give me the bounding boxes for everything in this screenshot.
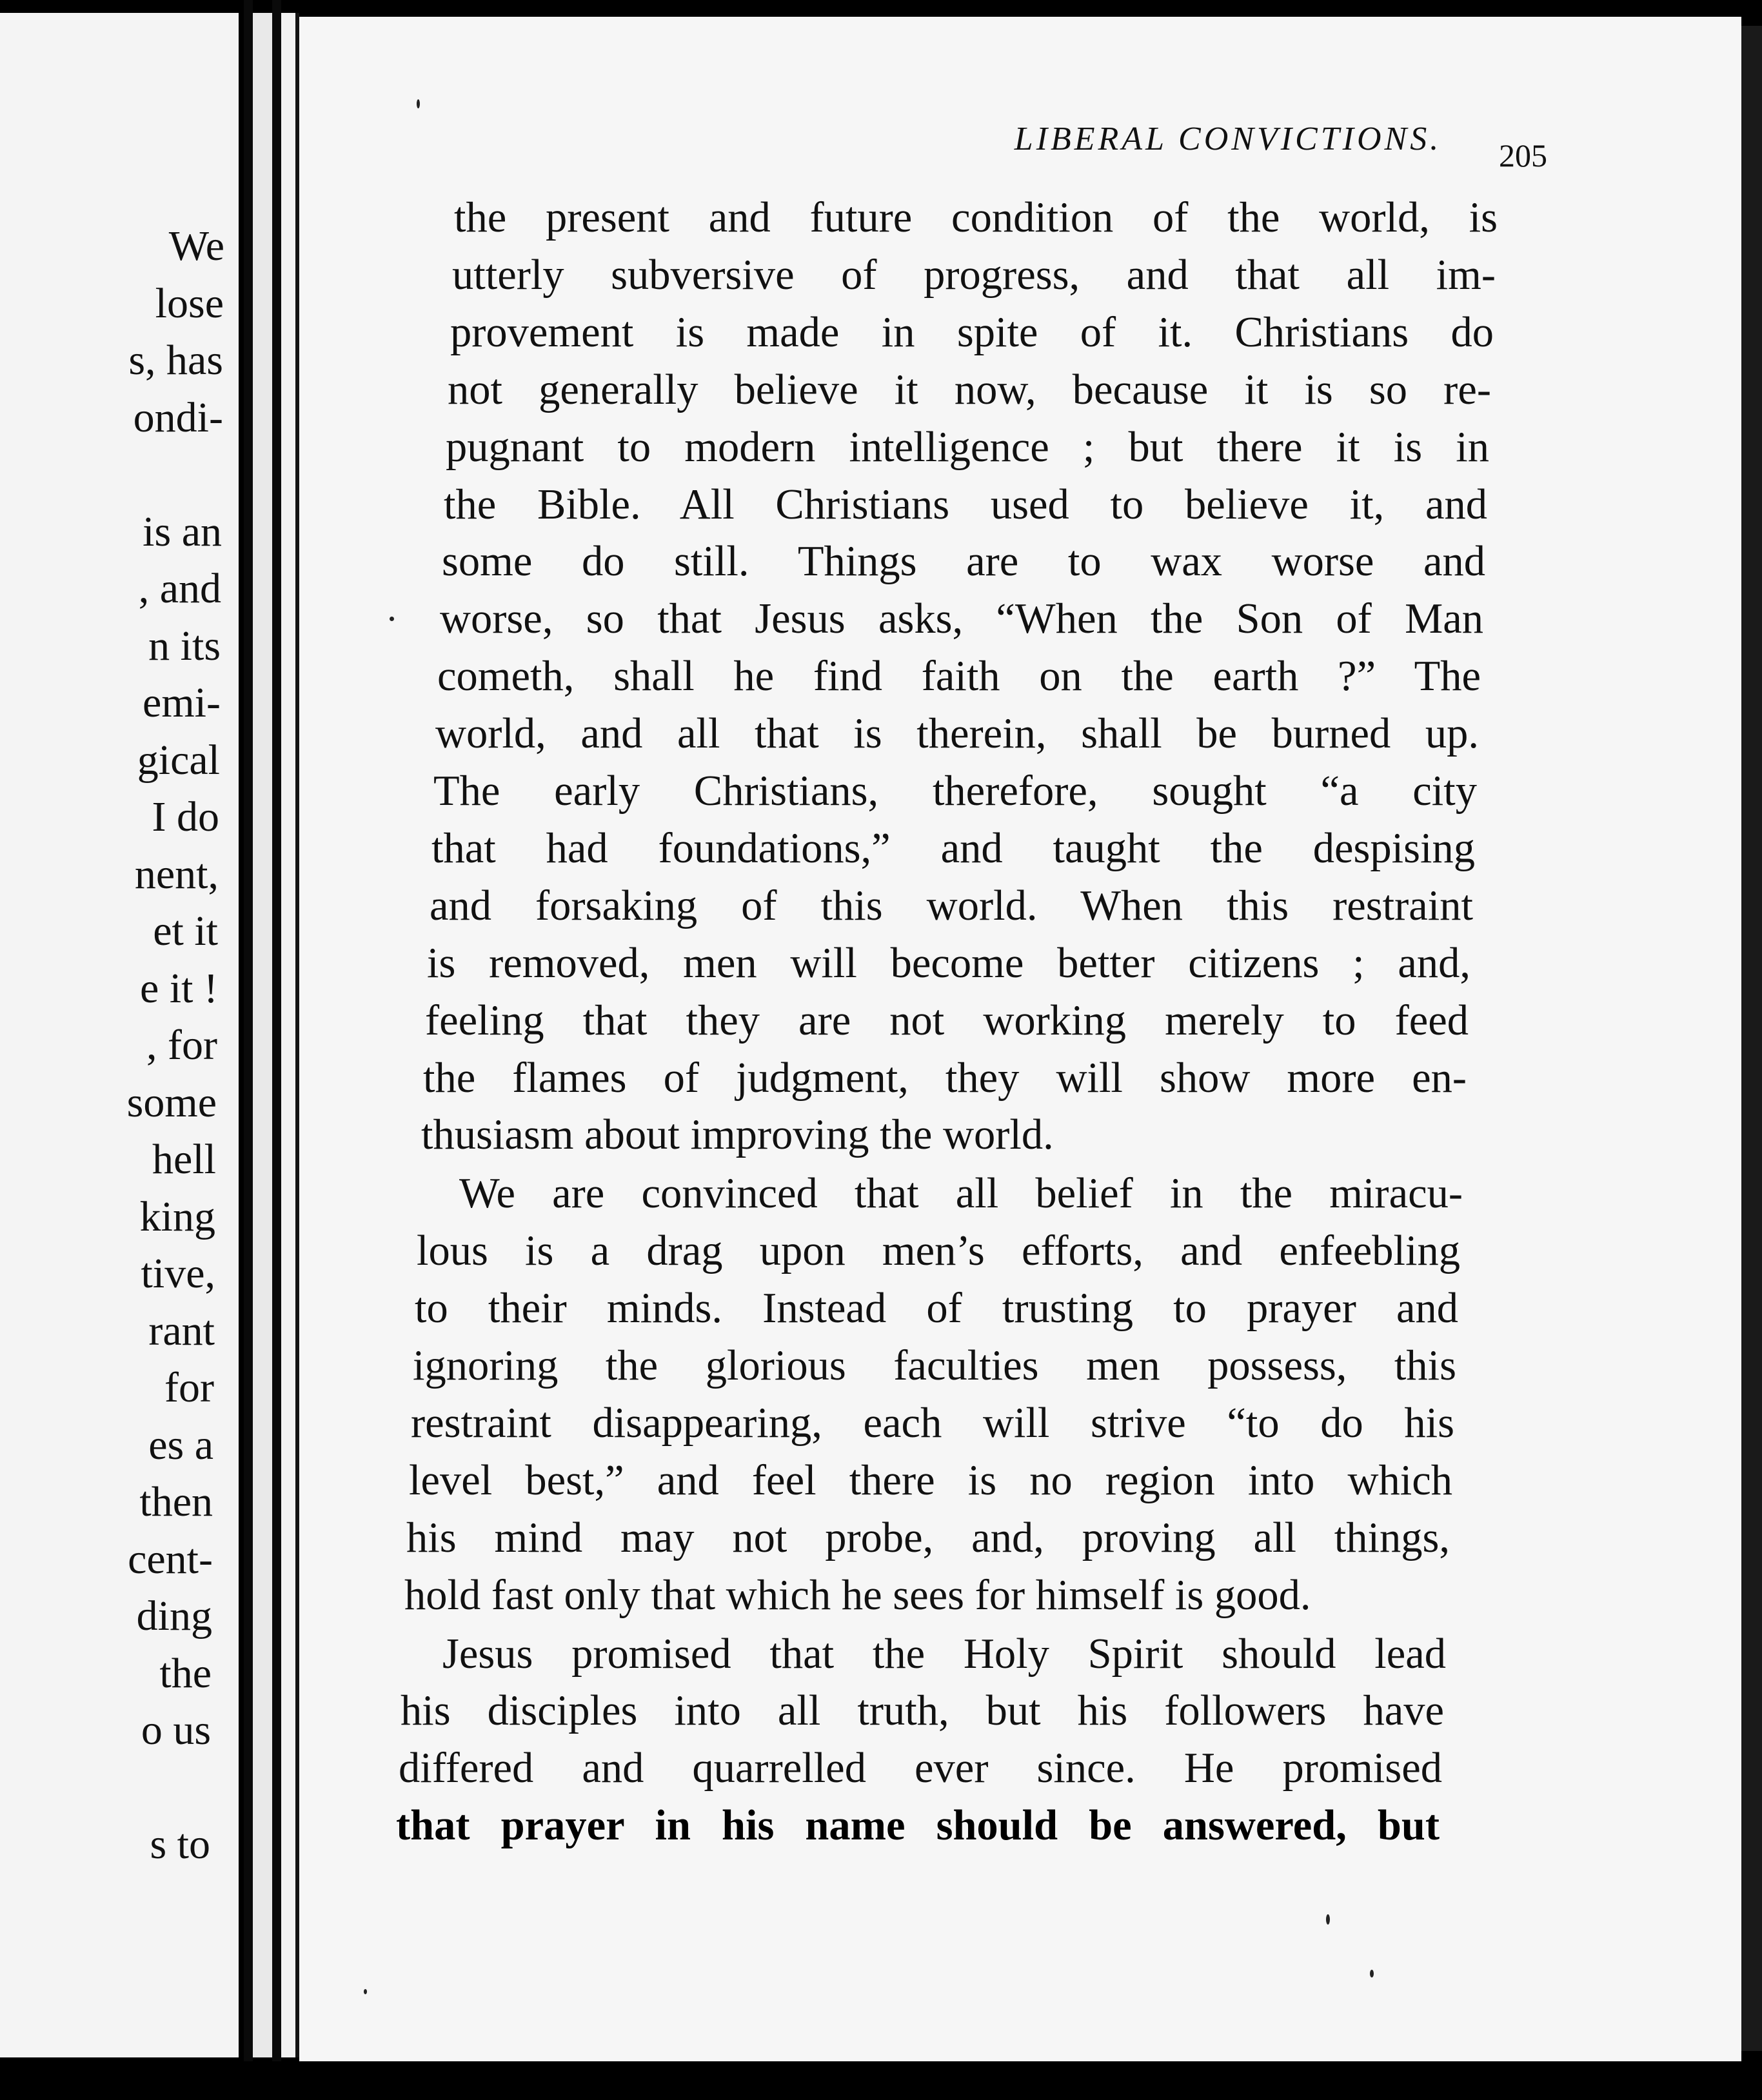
previous-page-line: lose: [155, 279, 224, 327]
previous-page-line: then: [139, 1478, 213, 1525]
previous-page-line: ondi-: [133, 393, 223, 441]
previous-page-line: tive,: [141, 1250, 215, 1297]
scan-bottom-border: [0, 2061, 1762, 2100]
body-line: pugnant to modern intelligence ; but there it is in: [446, 423, 1489, 471]
gutter-shadow: [272, 0, 281, 2064]
previous-page-line: e it !: [140, 964, 218, 1012]
previous-page-line: s to: [150, 1821, 210, 1868]
body-line: hold fast only that which he sees for himself is good.: [404, 1571, 1311, 1619]
body-line: We are convinced that all belief in the miracu-: [459, 1170, 1463, 1218]
previous-page-line: gical: [137, 736, 220, 784]
previous-page-line: rant: [148, 1307, 215, 1354]
body-line: that prayer in his name should be answered, but: [396, 1802, 1440, 1850]
gutter-strip: [281, 13, 295, 2057]
body-line: Jesus promised that the Holy Spirit should lead: [442, 1630, 1446, 1678]
body-line: that had foundations,” and taught the despising: [431, 824, 1475, 872]
previous-page-line: some: [126, 1078, 217, 1126]
scan-speck: [364, 1989, 367, 1994]
previous-page-line: s, has: [128, 337, 223, 384]
body-line: his mind may not probe, and, proving all things,: [406, 1514, 1450, 1561]
body-line: utterly subversive of progress, and that all im-: [452, 251, 1496, 299]
body-line: his disciples into all truth, but his followers have: [401, 1687, 1444, 1735]
previous-page-line: for: [164, 1364, 214, 1411]
scan-speck: [1370, 1970, 1374, 1977]
scan-speck: [1326, 1914, 1330, 1925]
previous-page-line: king: [139, 1193, 215, 1240]
previous-page-line: is an: [143, 508, 222, 555]
previous-page-line: We: [168, 223, 224, 270]
body-line: the Bible. All Christians used to believe it, and: [444, 480, 1487, 528]
previous-page-line: emi-: [143, 679, 221, 726]
previous-page-line: the: [159, 1649, 212, 1697]
body-line: differed and quarrelled ever since. He promised: [399, 1745, 1442, 1792]
previous-page-line: I do: [152, 793, 219, 840]
scan-speck: [417, 99, 420, 108]
previous-page-line: n its: [148, 622, 221, 669]
previous-page-line: et it: [153, 907, 218, 955]
body-line: thusiasm about improving the world.: [421, 1111, 1054, 1159]
body-line: level best,” and feel there is no region into which: [409, 1456, 1452, 1504]
body-line: ignoring the glorious faculties men possess, this: [413, 1342, 1456, 1389]
previous-page-line: es a: [148, 1421, 213, 1469]
previous-page-line: cent-: [128, 1535, 213, 1583]
body-line: world, and all that is therein, shall be burned up.: [435, 710, 1479, 758]
body-line: restraint disappearing, each will strive “to do his: [411, 1399, 1454, 1447]
gutter-strip: [253, 13, 272, 2057]
body-line: some do still. Things are to wax worse and: [442, 538, 1485, 586]
page-number: 205: [1499, 137, 1547, 173]
body-line: lous is a drag upon men’s efforts, and enfeebling: [417, 1227, 1460, 1275]
body-line: worse, so that Jesus asks, “When the Son of Man: [440, 595, 1483, 643]
previous-page-line: nent,: [134, 850, 219, 898]
running-head: LIBERAL CONVICTIONS.: [1014, 121, 1442, 157]
right-page-edge: [1741, 26, 1762, 2051]
current-page: [299, 17, 1741, 2063]
previous-page-line: , and: [138, 565, 221, 612]
body-line: the present and future condition of the world, is: [454, 194, 1498, 241]
body-line: the flames of judgment, they will show more en-: [423, 1054, 1467, 1102]
body-line: to their minds. Instead of trusting to prayer and: [415, 1285, 1458, 1332]
body-line: The early Christians, therefore, sought “a city: [433, 768, 1477, 815]
gutter-shadow: [244, 0, 253, 2064]
scan-speck: [390, 617, 394, 621]
body-line: and forsaking of this world. When this restraint: [430, 882, 1473, 929]
previous-page-fragment: [0, 13, 239, 2057]
previous-page-line: , for: [146, 1022, 217, 1069]
body-line: is removed, men will become better citizens ; and,: [427, 939, 1470, 987]
body-line: cometh, shall he find faith on the earth ?” The: [437, 653, 1481, 700]
previous-page-line: ding: [136, 1592, 212, 1639]
body-line: provement is made in spite of it. Christians do: [450, 308, 1494, 356]
previous-page-line: o us: [141, 1707, 211, 1754]
previous-page-line: hell: [152, 1136, 216, 1183]
body-line: feeling that they are not working merely to feed: [425, 996, 1469, 1044]
body-line: not generally believe it now, because it is so re-: [448, 366, 1491, 413]
